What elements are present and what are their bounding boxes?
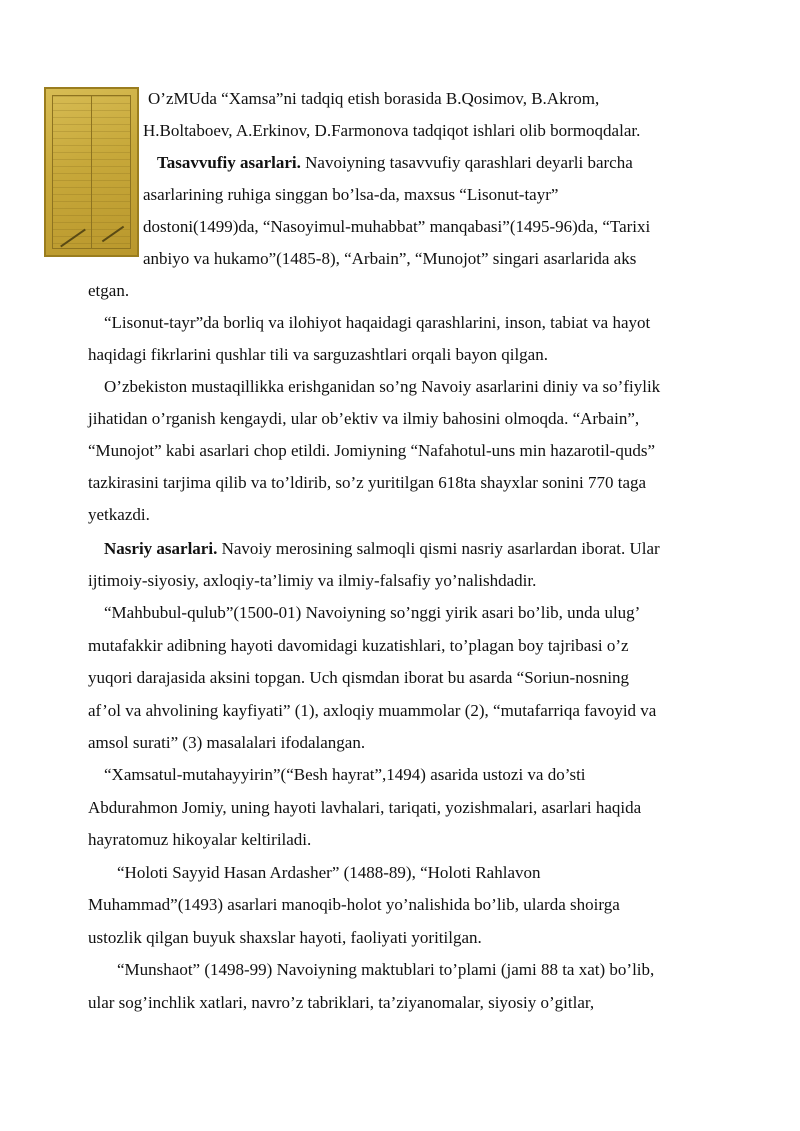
text-line: “Mahbubul-qulub”(1500-01) Navoiyning so’nggi yirik asari bo’lib, unda ulug’ (104, 603, 641, 622)
text-line: O’zMUda “Xamsa”ni tadqiq etish borasida B.Qosimov, B.Akrom, (148, 89, 600, 108)
text-line: “Lisonut-tayr”da borliq va ilohiyot haqaidagi qarashlarini, inson, tabiat va hayot (104, 313, 651, 332)
text-line: “Xamsatul-mutahayyirin”(“Besh hayrat”,1494) asarida ustozi va do’sti (104, 765, 586, 784)
text-line: H.Boltaboev, A.Erkinov, D.Farmonova tadqiqot ishlari olib bormoqdalar. (143, 121, 641, 140)
section-intro-line: Tasavvufiy asarlari. Navoiyning tasavvufiy qarashlari deyarli barcha (157, 153, 633, 172)
text-line: O’zbekiston mustaqillikka erishganidan so’ng Navoiy asarlarini diniy va so’fiylik (104, 377, 661, 396)
text-line: af’ol va ahvolining kayfiyati” (1), axloqiy muammolar (2), “mutafarriqa favoyid va (88, 701, 657, 720)
manuscript-column-divider (91, 95, 92, 249)
text-line: “Munojot” kabi asarlari chop etildi. Jomiyning “Nafahotul-uns min hazarotil-quds” (88, 441, 655, 460)
text-line: hayratomuz hikoyalar keltiriladi. (88, 830, 312, 849)
text-line: yetkazdi. (88, 505, 150, 524)
text-line: mutafakkir adibning hayoti davomidagi kuzatishlari, to’plagan boy tajribasi o’z (88, 636, 629, 655)
text-line: asarlarining ruhiga singgan bo’lsa-da, maxsus “Lisonut-tayr” (143, 185, 559, 204)
text-line: haqidagi fikrlarini qushlar tili va sarguzashtlari orqali bayon qilgan. (88, 345, 548, 364)
section-heading: Tasavvufiy asarlari. (157, 153, 301, 172)
text-line: Abdurahmon Jomiy, uning hayoti lavhalari, tariqati, yozishmalari, asarlari haqida (88, 798, 642, 817)
text-line: tazkirasini tarjima qilib va to’ldirib, so’z yuritilgan 618ta shayxlar sonini 770 taga (88, 473, 647, 492)
section-intro-line: Nasriy asarlari. Navoiy merosining salmoqli qismi nasriy asarlardan iborat. Ular (104, 539, 660, 558)
manuscript-image (44, 87, 139, 257)
text-line: dostoni(1499)da, “Nasoyimul-muhabbat” manqabasi”(1495-96)da, “Tarixi (143, 217, 651, 236)
text-line: anbiyo va hukamo”(1485-8), “Arbain”, “Munojot” singari asarlarida aks (143, 249, 637, 268)
text-line: ular sog’inchlik xatlari, navro’z tabriklari, ta’ziyanomalar, siyosiy o’gitlar, (88, 993, 595, 1012)
text-line: ustozlik qilgan buyuk shaxslar hayoti, faoliyati yoritilgan. (88, 928, 482, 947)
text-line: “Munshaot” (1498-99) Navoiyning maktublari to’plami (jami 88 ta xat) bo’lib, (117, 960, 655, 979)
text-line: ijtimoiy-siyosiy, axloqiy-ta’limiy va ilmiy-falsafiy yo’nalishdadir. (88, 571, 537, 590)
text-line: jihatidan o’rganish kengaydi, ular ob’ektiv va ilmiy bahosini olmoqda. “Arbain”, (88, 409, 640, 428)
text-line: amsol surati” (3) masalalari ifodalangan. (88, 733, 366, 752)
text-line: yuqori darajasida aksini topgan. Uch qismdan iborat bu asarda “Soriun-nosning (88, 668, 630, 687)
section-heading: Nasriy asarlari. (104, 539, 218, 558)
text-line: etgan. (88, 281, 130, 300)
text-line: “Holoti Sayyid Hasan Ardasher” (1488-89), “Holoti Rahlavon (117, 863, 541, 882)
text-line: Muhammad”(1493) asarlari manoqib-holot yo’nalishida bo’lib, ularda shoirga (88, 895, 620, 914)
